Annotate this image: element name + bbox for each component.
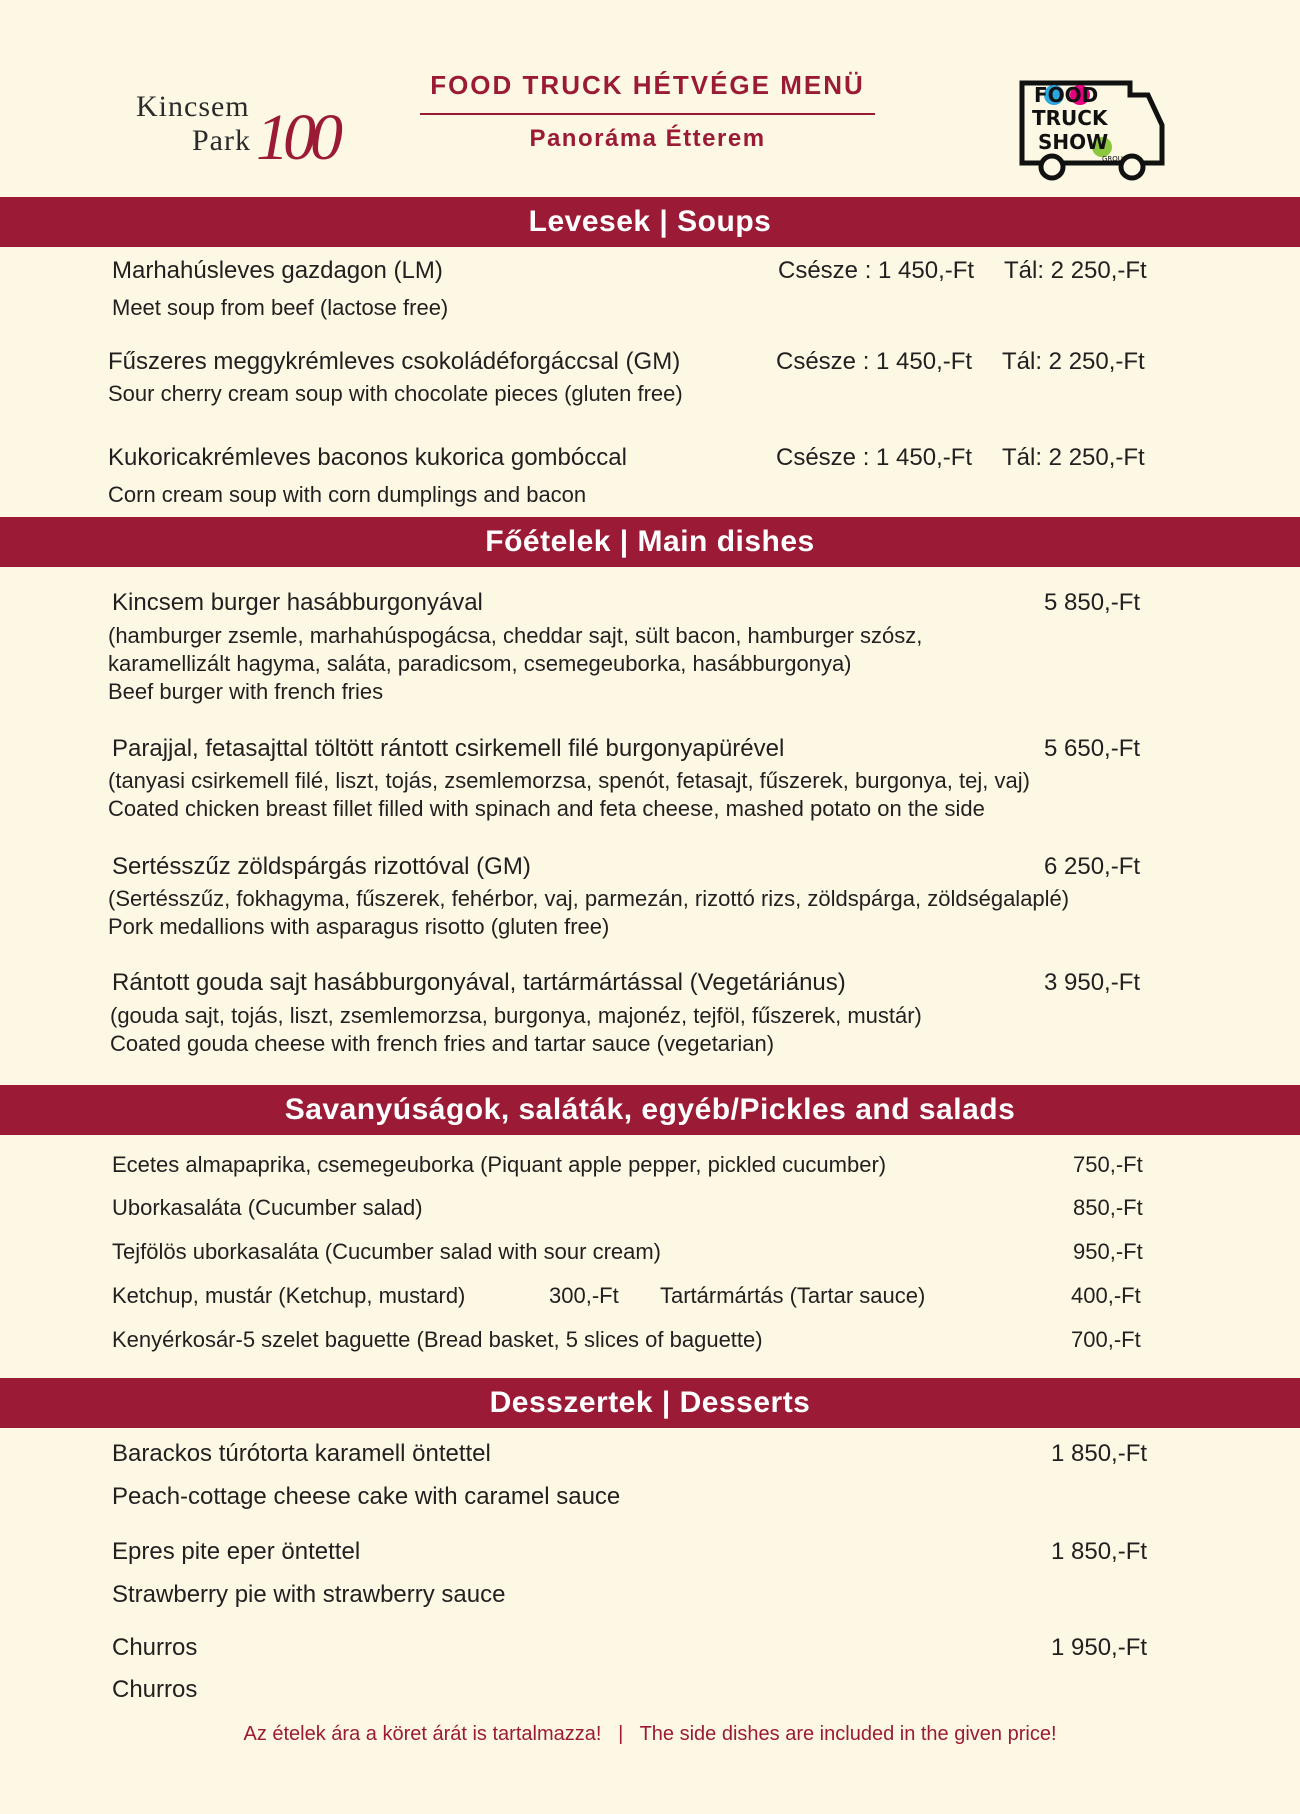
side-3-price: 950,-Ft bbox=[1073, 1239, 1143, 1264]
dessert-1-english: Peach-cottage cheese cake with caramel sauce bbox=[112, 1483, 621, 1510]
soup-2-cup-price: Csésze : 1 450,-Ft bbox=[776, 348, 973, 375]
soup-2-name: Fűszeres meggykrémleves csokoládéforgáccsal (GM) bbox=[108, 348, 681, 375]
side-4-mid-price: 300,-Ft bbox=[549, 1283, 619, 1308]
soup-1-english: Meet soup from beef (lactose free) bbox=[112, 295, 449, 320]
main-3-english: Pork medallions with asparagus risotto (gluten free) bbox=[108, 914, 610, 939]
main-4-name: Rántott gouda sajt hasábburgonyával, tartármártással (Vegetáriánus) bbox=[112, 969, 846, 996]
soup-3-bowl-price: Tál: 2 250,-Ft bbox=[1002, 444, 1145, 471]
section-header-soups: Levesek | Soups bbox=[0, 197, 1300, 247]
logo-100-text: 100 bbox=[256, 101, 337, 174]
dessert-3-english: Churros bbox=[112, 1676, 198, 1703]
main-2-price: 5 650,-Ft bbox=[1044, 735, 1141, 762]
dessert-2-name: Epres pite eper öntettel bbox=[112, 1538, 361, 1565]
logo-kincsem-text: Kincsem bbox=[136, 90, 250, 123]
side-3-name: Tejfölös uborkasaláta (Cucumber salad with sour cream) bbox=[112, 1239, 662, 1264]
main-4-ingredients: (gouda sajt, tojás, liszt, zsemlemorzsa, burgonya, majonéz, tejföl, fűszerek, mustár) bbox=[110, 1003, 922, 1028]
logo-food-text: FOOD bbox=[1034, 83, 1099, 107]
dessert-1-price: 1 850,-Ft bbox=[1051, 1440, 1148, 1467]
kincsem-park-logo bbox=[136, 82, 366, 172]
main-3-ingredients: (Sertésszűz, fokhagyma, fűszerek, fehérbor, vaj, parmezán, rizottó rizs, zöldspárga, zöldségalaplé) bbox=[108, 886, 1070, 911]
main-2-name: Parajjal, fetasajttal töltött rántott csirkemell filé burgonyapürével bbox=[112, 735, 785, 762]
soup-2-bowl-price: Tál: 2 250,-Ft bbox=[1002, 348, 1145, 375]
soup-3-cup-price: Csésze : 1 450,-Ft bbox=[776, 444, 973, 471]
logo-group-text: GROUP bbox=[1102, 155, 1128, 163]
side-4-name: Ketchup, mustár (Ketchup, mustard) bbox=[112, 1283, 466, 1308]
main-1-price: 5 850,-Ft bbox=[1044, 589, 1141, 616]
main-1-ingredients-line1: (hamburger zsemle, marhahúspogácsa, cheddar sajt, sült bacon, hamburger szósz, bbox=[108, 623, 923, 648]
section-header-desserts: Desszertek | Desserts bbox=[0, 1378, 1300, 1428]
section-header-main-dishes: Főételek | Main dishes bbox=[0, 517, 1300, 567]
side-2-price: 850,-Ft bbox=[1073, 1195, 1143, 1220]
main-1-english: Beef burger with french fries bbox=[108, 679, 384, 704]
soup-2-english: Sour cherry cream soup with chocolate pieces (gluten free) bbox=[108, 381, 683, 406]
dessert-2-english: Strawberry pie with strawberry sauce bbox=[112, 1581, 506, 1608]
food-truck-show-logo bbox=[1010, 75, 1170, 185]
title-divider bbox=[420, 113, 875, 115]
title-block bbox=[420, 70, 875, 153]
restaurant-name: Panoráma Étterem bbox=[529, 125, 766, 152]
section-header-pickles-salads: Savanyúságok, saláták, egyéb/Pickles and salads bbox=[0, 1085, 1300, 1135]
soup-1-cup-price: Csésze : 1 450,-Ft bbox=[778, 257, 975, 284]
menu-title: FOOD TRUCK HÉTVÉGE MENÜ bbox=[430, 70, 865, 100]
side-2-name: Uborkasaláta (Cucumber salad) bbox=[112, 1195, 423, 1220]
side-6-price: 700,-Ft bbox=[1071, 1327, 1141, 1352]
main-4-price: 3 950,-Ft bbox=[1044, 969, 1141, 996]
main-1-ingredients-line2: karamellizált hagyma, saláta, paradicsom, csemegeuborka, hasábburgonya) bbox=[108, 651, 852, 676]
logo-truck-text: TRUCK bbox=[1032, 106, 1108, 130]
main-2-english: Coated chicken breast fillet filled with spinach and feta cheese, mashed potato on the side bbox=[108, 796, 985, 821]
soup-1-name: Marhahúsleves gazdagon (LM) bbox=[112, 257, 443, 284]
side-5-tartar-name: Tartármártás (Tartar sauce) bbox=[660, 1283, 926, 1308]
soup-3-name: Kukoricakrémleves baconos kukorica gombóccal bbox=[108, 444, 627, 471]
dessert-3-price: 1 950,-Ft bbox=[1051, 1634, 1148, 1661]
side-5-tartar-price: 400,-Ft bbox=[1071, 1283, 1141, 1308]
price-note-footer: Az ételek ára a köret árát is tartalmazza! | The side dishes are included in the given price! bbox=[243, 1723, 1057, 1745]
menu-header bbox=[0, 0, 1300, 195]
dessert-3-name: Churros bbox=[112, 1634, 198, 1661]
side-1-price: 750,-Ft bbox=[1073, 1152, 1143, 1177]
main-3-price: 6 250,-Ft bbox=[1044, 853, 1141, 880]
side-1-name: Ecetes almapaprika, csemegeuborka (Piquant apple pepper, pickled cucumber) bbox=[112, 1152, 887, 1177]
dessert-2-price: 1 850,-Ft bbox=[1051, 1538, 1148, 1565]
main-3-name: Sertésszűz zöldspárgás rizottóval (GM) bbox=[112, 853, 531, 880]
dessert-1-name: Barackos túrótorta karamell öntettel bbox=[112, 1440, 491, 1467]
main-2-ingredients: (tanyasi csirkemell filé, liszt, tojás, zsemlemorzsa, spenót, fetasajt, fűszerek, burgonya, tej, vaj) bbox=[108, 768, 1030, 793]
logo-show-text: SHOW bbox=[1038, 130, 1109, 154]
main-1-name: Kincsem burger hasábburgonyával bbox=[112, 589, 483, 616]
logo-park-text: Park bbox=[192, 124, 251, 157]
soup-1-bowl-price: Tál: 2 250,-Ft bbox=[1004, 257, 1147, 284]
main-4-english: Coated gouda cheese with french fries and tartar sauce (vegetarian) bbox=[110, 1031, 775, 1056]
soup-3-english: Corn cream soup with corn dumplings and bacon bbox=[108, 482, 587, 507]
side-6-name: Kenyérkosár-5 szelet baguette (Bread basket, 5 slices of baguette) bbox=[112, 1327, 763, 1352]
